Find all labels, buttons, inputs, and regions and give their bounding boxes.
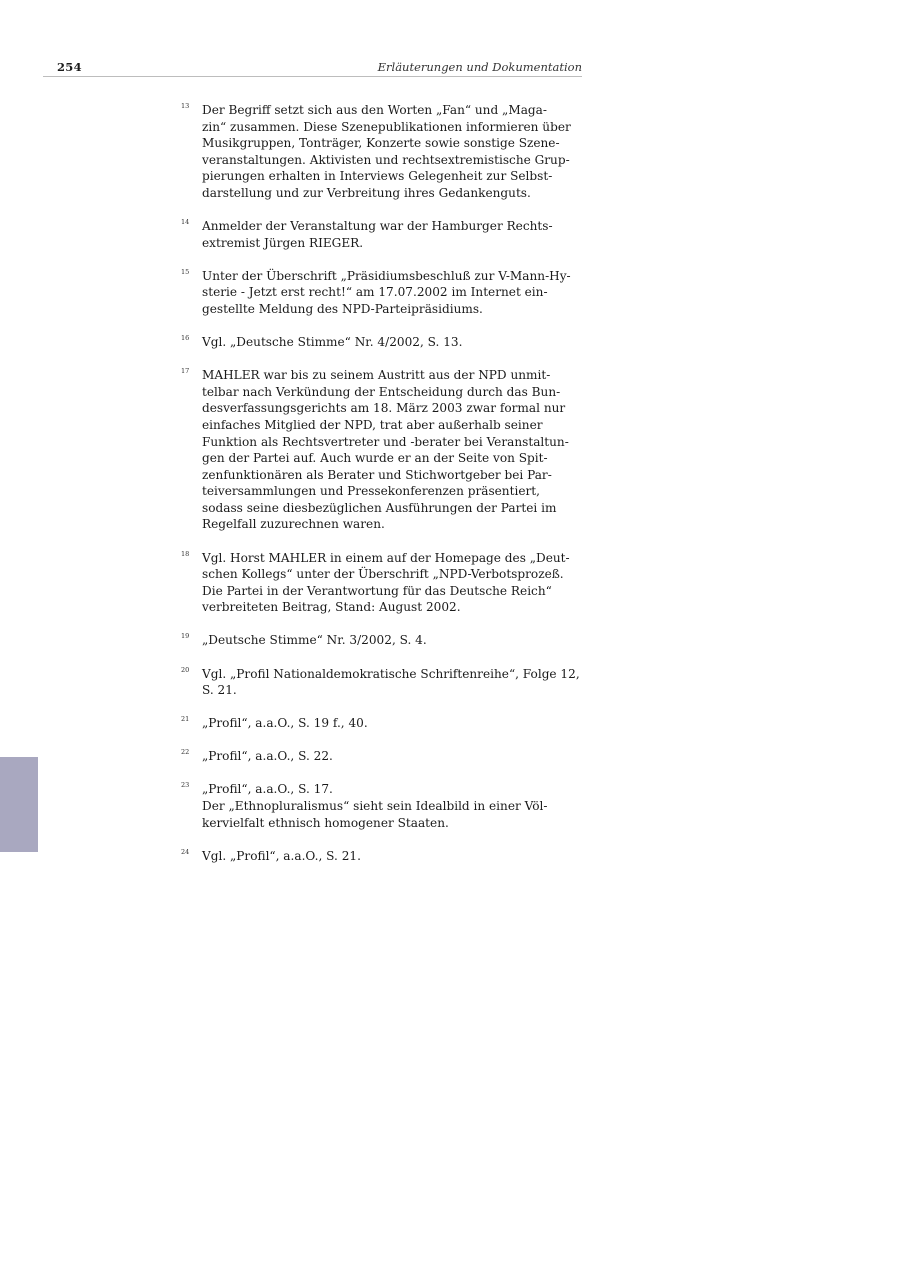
- endnote-text-line: Der „Ethnopluralismus“ sieht sein Idealbild in einer Völ-: [202, 799, 548, 813]
- endnote-number: 22: [181, 748, 190, 757]
- endnote-text-line: sterie - Jetzt erst recht!“ am 17.07.2002 im Internet ein-: [202, 285, 548, 300]
- endnote-text-line: zin“ zusammen. Diese Szenepublikationen informieren über: [202, 119, 571, 134]
- endnote-text-line: gestellte Meldung des NPD-Parteipräsidiums.: [202, 301, 483, 316]
- endnote-20: [181, 666, 582, 699]
- endnote-text-line: telbar nach Verkündung der Entscheidung durch das Bun-: [202, 384, 561, 399]
- endnote-text-line: Vgl. „Profil Nationaldemokratische Schriftenreihe“, Folge 12,: [202, 666, 580, 681]
- endnote-text-line: gen der Partei auf. Auch wurde er an der Seite von Spit-: [202, 451, 548, 466]
- endnote-text-line: pierungen erhalten in Interviews Gelegenheit zur Selbst-: [202, 169, 553, 184]
- endnote-text-line: „Deutsche Stimme“ Nr. 3/2002, S. 4.: [202, 633, 427, 648]
- endnote-text-line: kervielfalt ethnisch homogener Staaten.: [202, 815, 449, 830]
- endnote-23: [181, 781, 582, 831]
- endnote-text-line: Vgl. „Deutsche Stimme“ Nr. 4/2002, S. 13.: [202, 335, 463, 350]
- endnote-number: 19: [181, 632, 190, 641]
- endnote-text-line: Regelfall zuzurechnen waren.: [202, 517, 385, 532]
- endnote-number: 21: [181, 715, 190, 724]
- endnote-text-line: Der Begriff setzt sich aus den Worten „Fan“ und „Maga-: [202, 103, 547, 117]
- endnote-text-line: Vgl. Horst MAHLER in einem auf der Homepage des „Deut-: [202, 550, 570, 565]
- endnotes-list: [181, 102, 582, 881]
- endnote-text-line: Unter der Überschrift „Präsidiumsbeschluß zur V-Mann-Hy-: [202, 268, 571, 283]
- endnote-number: 16: [181, 334, 190, 343]
- endnote-text-line: Musikgruppen, Tonträger, Konzerte sowie sonstige Szene-: [202, 136, 560, 151]
- endnote-16: [181, 334, 582, 351]
- endnote-22: [181, 748, 582, 765]
- endnote-text-line: verbreiteten Beitrag, Stand: August 2002.: [202, 600, 461, 615]
- endnote-text-line: extremist Jürgen RIEGER.: [202, 235, 364, 250]
- endnote-text-line: Die Partei in der Verantwortung für das Deutsche Reich“: [202, 583, 552, 598]
- running-title: Erläuterungen und Dokumentation: [377, 60, 582, 74]
- endnote-15: [181, 268, 582, 318]
- endnote-text-line: einfaches Mitglied der NPD, trat aber außerhalb seiner: [202, 417, 543, 432]
- endnote-text-line: S. 21.: [202, 683, 237, 698]
- endnote-number: 15: [181, 267, 190, 276]
- endnote-17: [181, 367, 582, 533]
- endnote-text-line: schen Kollegs“ unter der Überschrift „NPD-Verbotsprozeß.: [202, 567, 564, 582]
- page-number: 254: [57, 60, 82, 74]
- endnote-text-line: Vgl. „Profil“, a.a.O., S. 21.: [202, 848, 361, 863]
- endnote-text-line: desverfassungsgerichts am 18. März 2003 zwar formal nur: [202, 401, 566, 416]
- endnote-text-line: sodass seine diesbezüglichen Ausführungen der Partei im: [202, 500, 557, 515]
- endnote-text-line: „Profil“, a.a.O., S. 22.: [202, 749, 333, 764]
- endnote-18: [181, 550, 582, 616]
- endnote-text-line: veranstaltungen. Aktivisten und rechtsextremistische Grup-: [202, 152, 570, 167]
- endnote-text-line: Anmelder der Veranstaltung war der Hamburger Rechts-: [202, 219, 553, 234]
- endnote-19: [181, 632, 582, 649]
- endnote-text-line: MAHLER war bis zu seinem Austritt aus der NPD unmit-: [202, 368, 551, 383]
- endnote-number: 20: [181, 665, 190, 674]
- endnote-number: 13: [181, 102, 190, 110]
- endnote-24: [181, 848, 582, 865]
- endnote-text-line: Funktion als Rechtsvertreter und -berater bei Veranstaltun-: [202, 434, 569, 449]
- endnote-number: 18: [181, 549, 190, 558]
- endnote-text-line: „Profil“, a.a.O., S. 17.: [202, 782, 333, 797]
- endnote-text-line: zenfunktionären als Berater und Stichwortgeber bei Par-: [202, 467, 552, 482]
- side-thumb-tab: [0, 757, 38, 852]
- endnote-number: 14: [181, 218, 190, 227]
- endnote-21: [181, 715, 582, 732]
- page-header: [43, 58, 582, 77]
- endnote-text-line: darstellung und zur Verbreitung ihres Gedankenguts.: [202, 185, 531, 200]
- endnote-text-line: teiversammlungen und Pressekonferenzen präsentiert,: [202, 484, 540, 499]
- endnote-number: 17: [181, 367, 190, 376]
- endnote-13: [181, 102, 582, 202]
- endnote-14: [181, 218, 582, 251]
- endnote-number: 23: [181, 781, 190, 790]
- endnote-text-line: „Profil“, a.a.O., S. 19 f., 40.: [202, 716, 368, 731]
- endnote-number: 24: [181, 847, 190, 856]
